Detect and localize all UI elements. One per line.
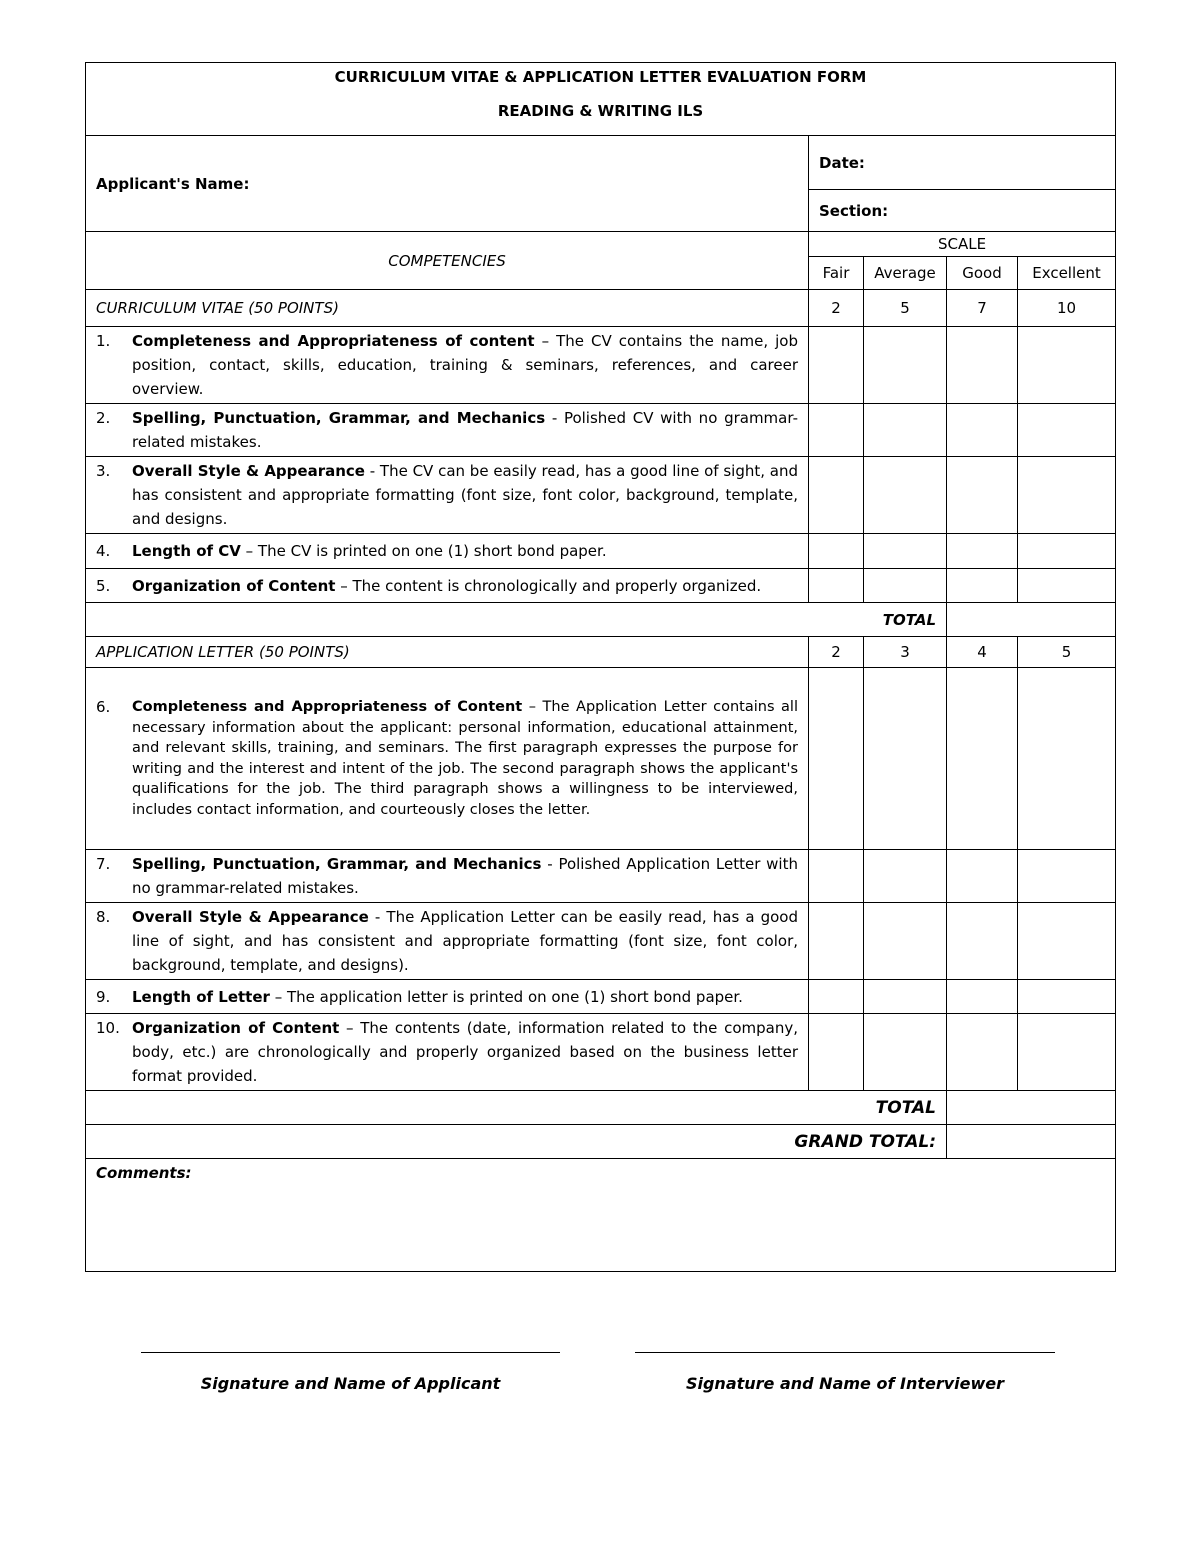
criterion-description: – The CV contains the name, job position, contact, skills, education, training & seminars, references, and career overview.	[132, 332, 798, 398]
section-label: Section:	[819, 201, 889, 220]
applicant-signature-line[interactable]	[141, 1352, 560, 1353]
form-title	[86, 63, 1116, 136]
criterion-number: 4.	[96, 542, 111, 560]
scale-excellent: Excellent	[1018, 257, 1116, 290]
score-cell[interactable]	[947, 404, 1018, 457]
criterion-description: – The content is chronologically and properly organized.	[335, 576, 762, 595]
cv-points-excellent: 10	[1018, 290, 1116, 327]
letter-total-label: TOTAL	[86, 1091, 947, 1125]
score-cell[interactable]	[864, 850, 947, 903]
letter-criterion	[86, 980, 809, 1014]
criterion-number: 3.	[96, 462, 111, 480]
criterion-title: Organization of Content	[132, 1019, 340, 1037]
criterion-title: Overall Style & Appearance	[132, 908, 369, 926]
letter-criterion	[86, 1014, 809, 1091]
cv-criterion	[86, 404, 809, 457]
grand-total-cell[interactable]	[947, 1125, 1116, 1159]
letter-points-average: 3	[864, 637, 947, 668]
criterion-description: - The CV can be easily read, has a good line of sight, and has consistent and appropriate formatting (font size, font color, background, template, and designs.	[132, 462, 798, 528]
criterion-title: Spelling, Punctuation, Grammar, and Mechanics	[132, 855, 542, 873]
score-cell[interactable]	[864, 534, 947, 569]
criterion-description: – The application letter is printed on one (1) short bond paper.	[269, 987, 743, 1006]
score-cell[interactable]	[864, 903, 947, 980]
score-cell[interactable]	[1018, 980, 1116, 1014]
score-cell[interactable]	[947, 1014, 1018, 1091]
cv-points-fair: 2	[809, 290, 864, 327]
letter-points-good: 4	[947, 637, 1018, 668]
interviewer-signature-label: Signature and Name of Interviewer	[685, 1374, 1005, 1393]
criterion-number: 7.	[96, 855, 111, 873]
letter-section-heading: APPLICATION LETTER (50 POINTS)	[86, 637, 809, 668]
scale-header: SCALE	[809, 232, 1116, 257]
comments-label: Comments:	[96, 1164, 192, 1182]
letter-points-fair: 2	[809, 637, 864, 668]
score-cell[interactable]	[809, 1014, 864, 1091]
criterion-title: Organization of Content	[132, 576, 336, 595]
criterion-number: 5.	[96, 576, 111, 595]
evaluation-form-table	[85, 62, 1116, 1272]
criterion-number: 2.	[96, 409, 111, 427]
date-label: Date:	[819, 153, 865, 172]
score-cell[interactable]	[809, 850, 864, 903]
cv-criterion	[86, 534, 809, 569]
criterion-description: – The Application Letter contains all necessary information about the applicant: personal information, educational attainment, and relevant skills, training, and seminars. The first paragraph expresses the purpose for writing and the interest and intent of the job. The second paragraph shows the applicant's qualifications for the job. The third paragraph shows a willingness to be interviewed, includes contact information, and courteously closes the letter.	[132, 699, 798, 818]
competencies-header: COMPETENCIES	[86, 232, 809, 290]
applicant-name-label: Applicant's Name:	[96, 174, 250, 193]
score-cell[interactable]	[1018, 903, 1116, 980]
criterion-number: 10.	[96, 1019, 120, 1037]
letter-criterion	[86, 668, 809, 850]
criterion-title: Completeness and Appropriateness of Content	[132, 699, 523, 715]
score-cell[interactable]	[864, 327, 947, 404]
score-cell[interactable]	[947, 668, 1018, 850]
cv-criterion	[86, 569, 809, 603]
score-cell[interactable]	[1018, 1014, 1116, 1091]
score-cell[interactable]	[1018, 569, 1116, 603]
criterion-description: - Polished CV with no grammar-related mistakes.	[132, 409, 798, 451]
score-cell[interactable]	[947, 327, 1018, 404]
score-cell[interactable]	[864, 1014, 947, 1091]
cv-criterion	[86, 457, 809, 534]
letter-criterion	[86, 903, 809, 980]
criterion-description: - Polished Application Letter with no grammar-related mistakes.	[132, 855, 798, 897]
score-cell[interactable]	[1018, 404, 1116, 457]
score-cell[interactable]	[864, 404, 947, 457]
score-cell[interactable]	[864, 457, 947, 534]
form-title-line2: READING & WRITING ILS	[497, 102, 704, 120]
score-cell[interactable]	[809, 903, 864, 980]
criterion-description: - The Application Letter can be easily read, has a good line of sight, and has consistent and appropriate formatting (font size, font color, background, template, and designs).	[132, 908, 798, 974]
cv-criterion	[86, 327, 809, 404]
criterion-title: Spelling, Punctuation, Grammar, and Mechanics	[132, 409, 546, 427]
score-cell[interactable]	[864, 668, 947, 850]
criterion-title: Length of Letter	[132, 987, 270, 1006]
cv-total-cell[interactable]	[947, 603, 1116, 637]
criterion-title: Overall Style & Appearance	[132, 462, 365, 480]
score-cell[interactable]	[809, 668, 864, 850]
score-cell[interactable]	[809, 404, 864, 457]
score-cell[interactable]	[947, 903, 1018, 980]
score-cell[interactable]	[947, 850, 1018, 903]
score-cell[interactable]	[1018, 668, 1116, 850]
applicant-name-field[interactable]	[86, 136, 809, 232]
criterion-title: Completeness and Appropriateness of content	[132, 332, 535, 350]
score-cell[interactable]	[947, 534, 1018, 569]
criterion-number: 6.	[96, 698, 111, 716]
score-cell[interactable]	[947, 980, 1018, 1014]
criterion-number: 1.	[96, 332, 111, 350]
comments-box[interactable]	[86, 1159, 1116, 1272]
letter-points-excellent: 5	[1018, 637, 1116, 668]
score-cell[interactable]	[1018, 457, 1116, 534]
interviewer-signature-line[interactable]	[635, 1352, 1055, 1353]
scale-average: Average	[864, 257, 947, 290]
score-cell[interactable]	[809, 327, 864, 404]
criterion-description: – The contents (date, information related to the company, body, etc.) are chronologically and properly organized based on the business letter format provided.	[132, 1019, 798, 1085]
cv-total-label: TOTAL	[86, 603, 947, 637]
applicant-signature-label: Signature and Name of Applicant	[200, 1374, 501, 1393]
score-cell[interactable]	[947, 569, 1018, 603]
letter-total-cell[interactable]	[947, 1091, 1116, 1125]
scale-good: Good	[947, 257, 1018, 290]
cv-section-heading: CURRICULUM VITAE (50 POINTS)	[86, 290, 809, 327]
criterion-description: – The CV is printed on one (1) short bond paper.	[240, 542, 607, 560]
score-cell[interactable]	[809, 569, 864, 603]
score-cell[interactable]	[864, 980, 947, 1014]
cv-points-good: 7	[947, 290, 1018, 327]
score-cell[interactable]	[809, 980, 864, 1014]
form-title-line1: CURRICULUM VITAE & APPLICATION LETTER EVALUATION FORM	[334, 68, 867, 86]
scale-fair: Fair	[809, 257, 864, 290]
score-cell[interactable]	[1018, 534, 1116, 569]
score-cell[interactable]	[1018, 327, 1116, 404]
letter-criterion	[86, 850, 809, 903]
score-cell[interactable]	[1018, 850, 1116, 903]
score-cell[interactable]	[809, 534, 864, 569]
criterion-title: Length of CV	[132, 542, 241, 560]
criterion-number: 8.	[96, 908, 111, 926]
section-field[interactable]	[809, 190, 1116, 232]
cv-points-average: 5	[864, 290, 947, 327]
score-cell[interactable]	[947, 457, 1018, 534]
score-cell[interactable]	[864, 569, 947, 603]
score-cell[interactable]	[809, 457, 864, 534]
date-field[interactable]	[809, 136, 1116, 190]
criterion-number: 9.	[96, 987, 111, 1006]
grand-total-label: GRAND TOTAL:	[86, 1125, 947, 1159]
